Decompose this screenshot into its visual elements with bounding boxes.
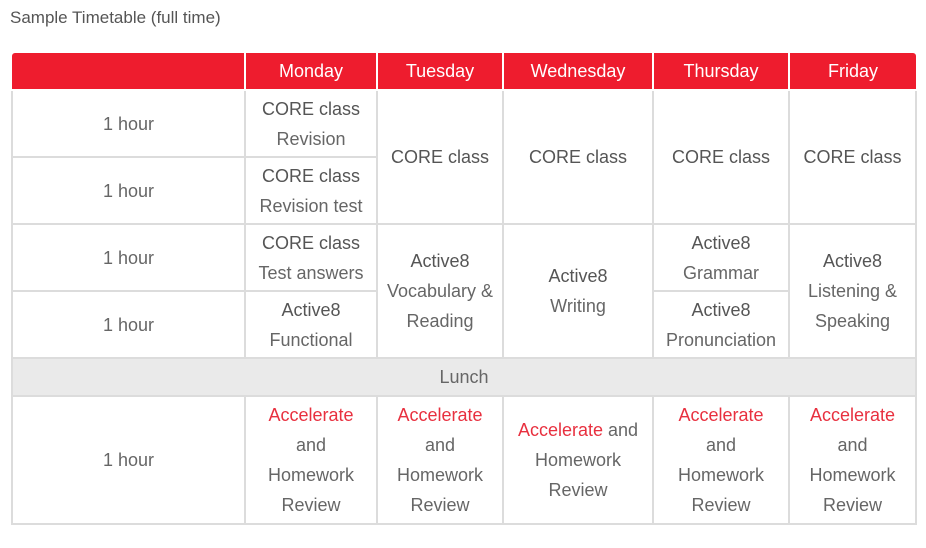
lesson-subtitle-inline: and — [603, 420, 639, 440]
lesson-subtitle: Vocabulary & — [386, 281, 494, 301]
lesson-cell — [377, 396, 503, 524]
lesson-subtitle: Homework — [534, 450, 622, 470]
timetable — [11, 53, 915, 525]
lesson-cell — [245, 90, 377, 157]
lesson-subtitle: Homework — [396, 465, 484, 485]
lesson-cell — [377, 90, 503, 224]
lesson-cell — [245, 291, 377, 358]
header-day: Friday — [789, 53, 916, 90]
lesson-cell — [245, 396, 377, 524]
page-title: Sample Timetable (full time) — [10, 8, 221, 27]
lesson-title: Active8 — [822, 251, 883, 271]
lesson-subtitle: Homework — [809, 465, 896, 485]
lesson-cell — [245, 157, 377, 224]
lesson-title: CORE class — [528, 147, 627, 167]
lesson-subtitle: Grammar — [683, 262, 759, 283]
lesson-cell — [789, 90, 916, 224]
lesson-title: Active8 — [410, 251, 470, 271]
lesson-subtitle: Review — [691, 495, 751, 515]
lesson-subtitle: Test answers — [258, 262, 364, 283]
lesson-subtitle: Review — [410, 495, 470, 515]
lesson-cell — [503, 90, 653, 224]
lesson-subtitle: Reading — [406, 311, 474, 331]
accelerate-text: Accelerate — [809, 405, 896, 425]
lesson-cell — [653, 291, 789, 358]
lunch-row — [12, 358, 916, 396]
lesson-subtitle: Writing — [550, 296, 606, 316]
lesson-title: CORE class — [671, 147, 770, 167]
hour-label: 1 hour — [12, 291, 245, 358]
lesson-subtitle: and — [837, 435, 868, 455]
hour-label: 1 hour — [12, 157, 245, 224]
header-day: Wednesday — [503, 53, 653, 90]
lesson-cell — [503, 224, 653, 358]
header-day: Tuesday — [377, 53, 503, 90]
hour-label: 1 hour — [12, 396, 245, 524]
timetable-table — [11, 53, 917, 525]
lesson-title: Active8 — [548, 266, 608, 286]
table-row — [12, 90, 916, 157]
lesson-subtitle: Revision — [276, 128, 346, 149]
lesson-cell — [653, 396, 789, 524]
accelerate-text: Accelerate — [397, 405, 483, 425]
lesson-subtitle: Revision test — [259, 195, 363, 216]
lesson-title: CORE class — [803, 147, 902, 167]
lunch-label: Lunch — [12, 358, 916, 396]
lesson-subtitle: Listening & — [807, 281, 898, 301]
header-day: Monday — [245, 53, 377, 90]
lesson-subtitle: Review — [281, 495, 341, 515]
header-day: Thursday — [653, 53, 789, 90]
lesson-subtitle: Review — [822, 495, 883, 515]
lesson-title: CORE class — [261, 232, 360, 253]
lesson-subtitle: Homework — [677, 465, 765, 485]
lesson-cell — [377, 224, 503, 358]
lesson-subtitle: Homework — [267, 465, 355, 485]
lesson-subtitle: and — [295, 435, 327, 455]
lesson-subtitle: and — [424, 435, 456, 455]
lesson-cell — [789, 396, 916, 524]
lesson-title: Active8 — [691, 299, 751, 320]
hour-label: 1 hour — [12, 224, 245, 291]
table-row — [12, 396, 916, 524]
lesson-cell — [653, 90, 789, 224]
accelerate-text: Accelerate — [517, 420, 603, 440]
accelerate-text: Accelerate — [268, 405, 354, 425]
header-row — [12, 53, 916, 90]
lesson-cell — [245, 224, 377, 291]
lesson-subtitle — [504, 415, 652, 445]
table-row — [12, 224, 916, 291]
lesson-cell — [789, 224, 916, 358]
lesson-title: CORE class — [261, 98, 360, 119]
lesson-cell — [653, 224, 789, 291]
lesson-subtitle: Review — [548, 480, 608, 500]
lesson-title: CORE class — [390, 147, 489, 167]
lesson-title: CORE class — [261, 165, 360, 186]
lesson-title: Active8 — [281, 299, 341, 320]
lesson-cell — [503, 396, 653, 524]
lesson-subtitle: Functional — [269, 329, 353, 350]
hour-label: 1 hour — [12, 90, 245, 157]
lesson-title: Active8 — [691, 232, 751, 253]
lesson-subtitle: Pronunciation — [665, 329, 777, 350]
lesson-subtitle: and — [705, 435, 737, 455]
lesson-subtitle: Speaking — [814, 311, 891, 331]
accelerate-text: Accelerate — [678, 405, 764, 425]
header-corner — [12, 53, 245, 90]
